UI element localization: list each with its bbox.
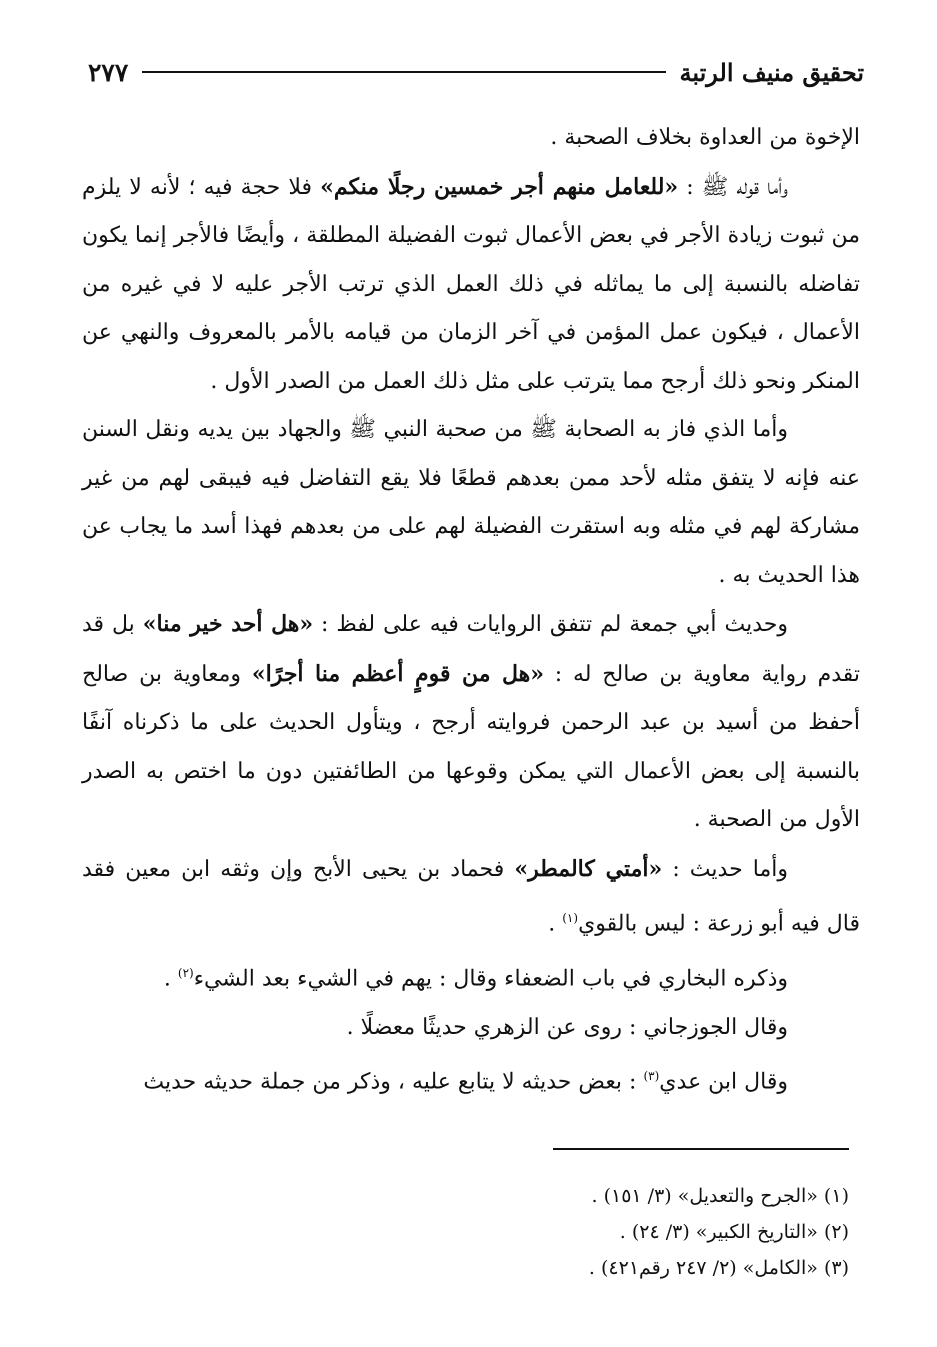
- footnote-separator: [553, 1148, 849, 1150]
- paragraph-3: وأما الذي فاز به الصحابة ﷺ من صحبة النبي ﷺ والجهاد بين يديه ونقل السنن عنه فإنه لا يتفق مثله لأحد ممن بعدهم قطعًا فلا يقع التفاضل فيه فيبقى لهم من غير مشاركة لهم في مثله وبه استقرت الفضيلة لهم على من بعدهم فهذا أسد ما يجاب عن هذا الحديث به .: [82, 417, 860, 588]
- hadith-quote: «هل أحد خير منا»: [142, 611, 314, 637]
- paragraph-8-start: وقال ابن عدي: [659, 1069, 788, 1095]
- paragraph-2-intro: وأما قوله ﷺ :: [678, 174, 788, 200]
- footnote-3: (٣) «الكامل» (٢/ ٢٤٧ رقم٤٢١) .: [588, 1257, 849, 1279]
- paragraph-4-body: ومعاوية بن صالح أحفظ من أسيد بن عبد الرحمن فروايته أرجح ، ويتأول الحديث على ما ذكرناه آنفًا بالنسبة إلى بعض الأعمال التي يمكن وقوعها من الطائفتين دون ما اختص به الصدر الأول من الصحبة .: [82, 661, 860, 832]
- paragraph-2: [82, 163, 860, 407]
- paragraph-6-end: .: [163, 966, 178, 992]
- running-header: [88, 52, 864, 92]
- paragraph-8-body: : بعض حديثه لا يتابع عليه ، وذكر من جملة حديثه حديث: [143, 1069, 644, 1095]
- page-number: ٢٧٧: [88, 57, 129, 87]
- paragraph-5-end: .: [548, 911, 563, 937]
- footnote-1: (١) «الجرح والتعديل» (٣/ ١٥١) .: [591, 1185, 849, 1207]
- paragraph-4-mid: بل قد تقدم رواية معاوية بن صالح له :: [82, 612, 860, 687]
- paragraph-5: [82, 845, 860, 949]
- paragraph-4-intro: وحديث أبي جمعة لم تتفق الروايات فيه على لفظ :: [313, 612, 788, 637]
- footnote-ref[interactable]: (١): [562, 911, 579, 925]
- paragraph-4: [82, 600, 860, 845]
- paragraph-5-intro: وأما حديث :: [662, 856, 788, 882]
- hadith-quote: «للعامل منهم أجر خمسين رجلًا منكم»: [320, 173, 679, 200]
- paragraph-6-body: وذكره البخاري في باب الضعفاء وقال : يهم في الشيء بعد الشيء: [193, 966, 788, 992]
- hadith-quote: «أمتي كالمطر»: [514, 855, 663, 882]
- paragraph-1: الإخوة من العداوة بخلاف الصحبة .: [550, 125, 860, 150]
- main-text: [82, 114, 860, 1107]
- footnote-ref[interactable]: (٢): [177, 965, 194, 980]
- paragraph-5-body: فحماد بن يحيى الأبح وإن وثقه ابن معين فقد قال فيه أبو زرعة : ليس بالقوي: [82, 856, 860, 937]
- paragraph-6: [82, 949, 860, 1004]
- header-rule: [142, 71, 665, 73]
- footnote-2: (٢) «التاريخ الكبير» (٣/ ٢٤) .: [619, 1221, 849, 1243]
- paragraph-7: وقال الجوزجاني : روى عن الزهري حديثًا معضلًا .: [346, 1014, 788, 1040]
- running-title: تحقيق منيف الرتبة: [679, 57, 864, 87]
- paragraph-2-body: فلا حجة فيه ؛ لأنه لا يلزم من ثبوت زيادة الأجر في بعض الأعمال ثبوت الفضيلة المطلقة ، وأيضًا فالأجر إنما يكون تفاضله بالنسبة إلى ما يماثله في ذلك العمل الذي ترتب الأجر عليه لا في غيره من الأعمال ، فيكون عمل المؤمن في آخر الزمان من قيامه بالأمر بالمعروف والنهي عن المنكر ونحو ذلك أرجح مما يترتب على مثل ذلك العمل من الصدر الأول .: [82, 174, 860, 394]
- hadith-quote: «هل من قومٍ أعظم منا أجرًا»: [251, 660, 544, 687]
- paragraph-8: [82, 1052, 860, 1107]
- footnote-ref[interactable]: (٣): [643, 1069, 660, 1084]
- footnotes: [349, 1178, 849, 1286]
